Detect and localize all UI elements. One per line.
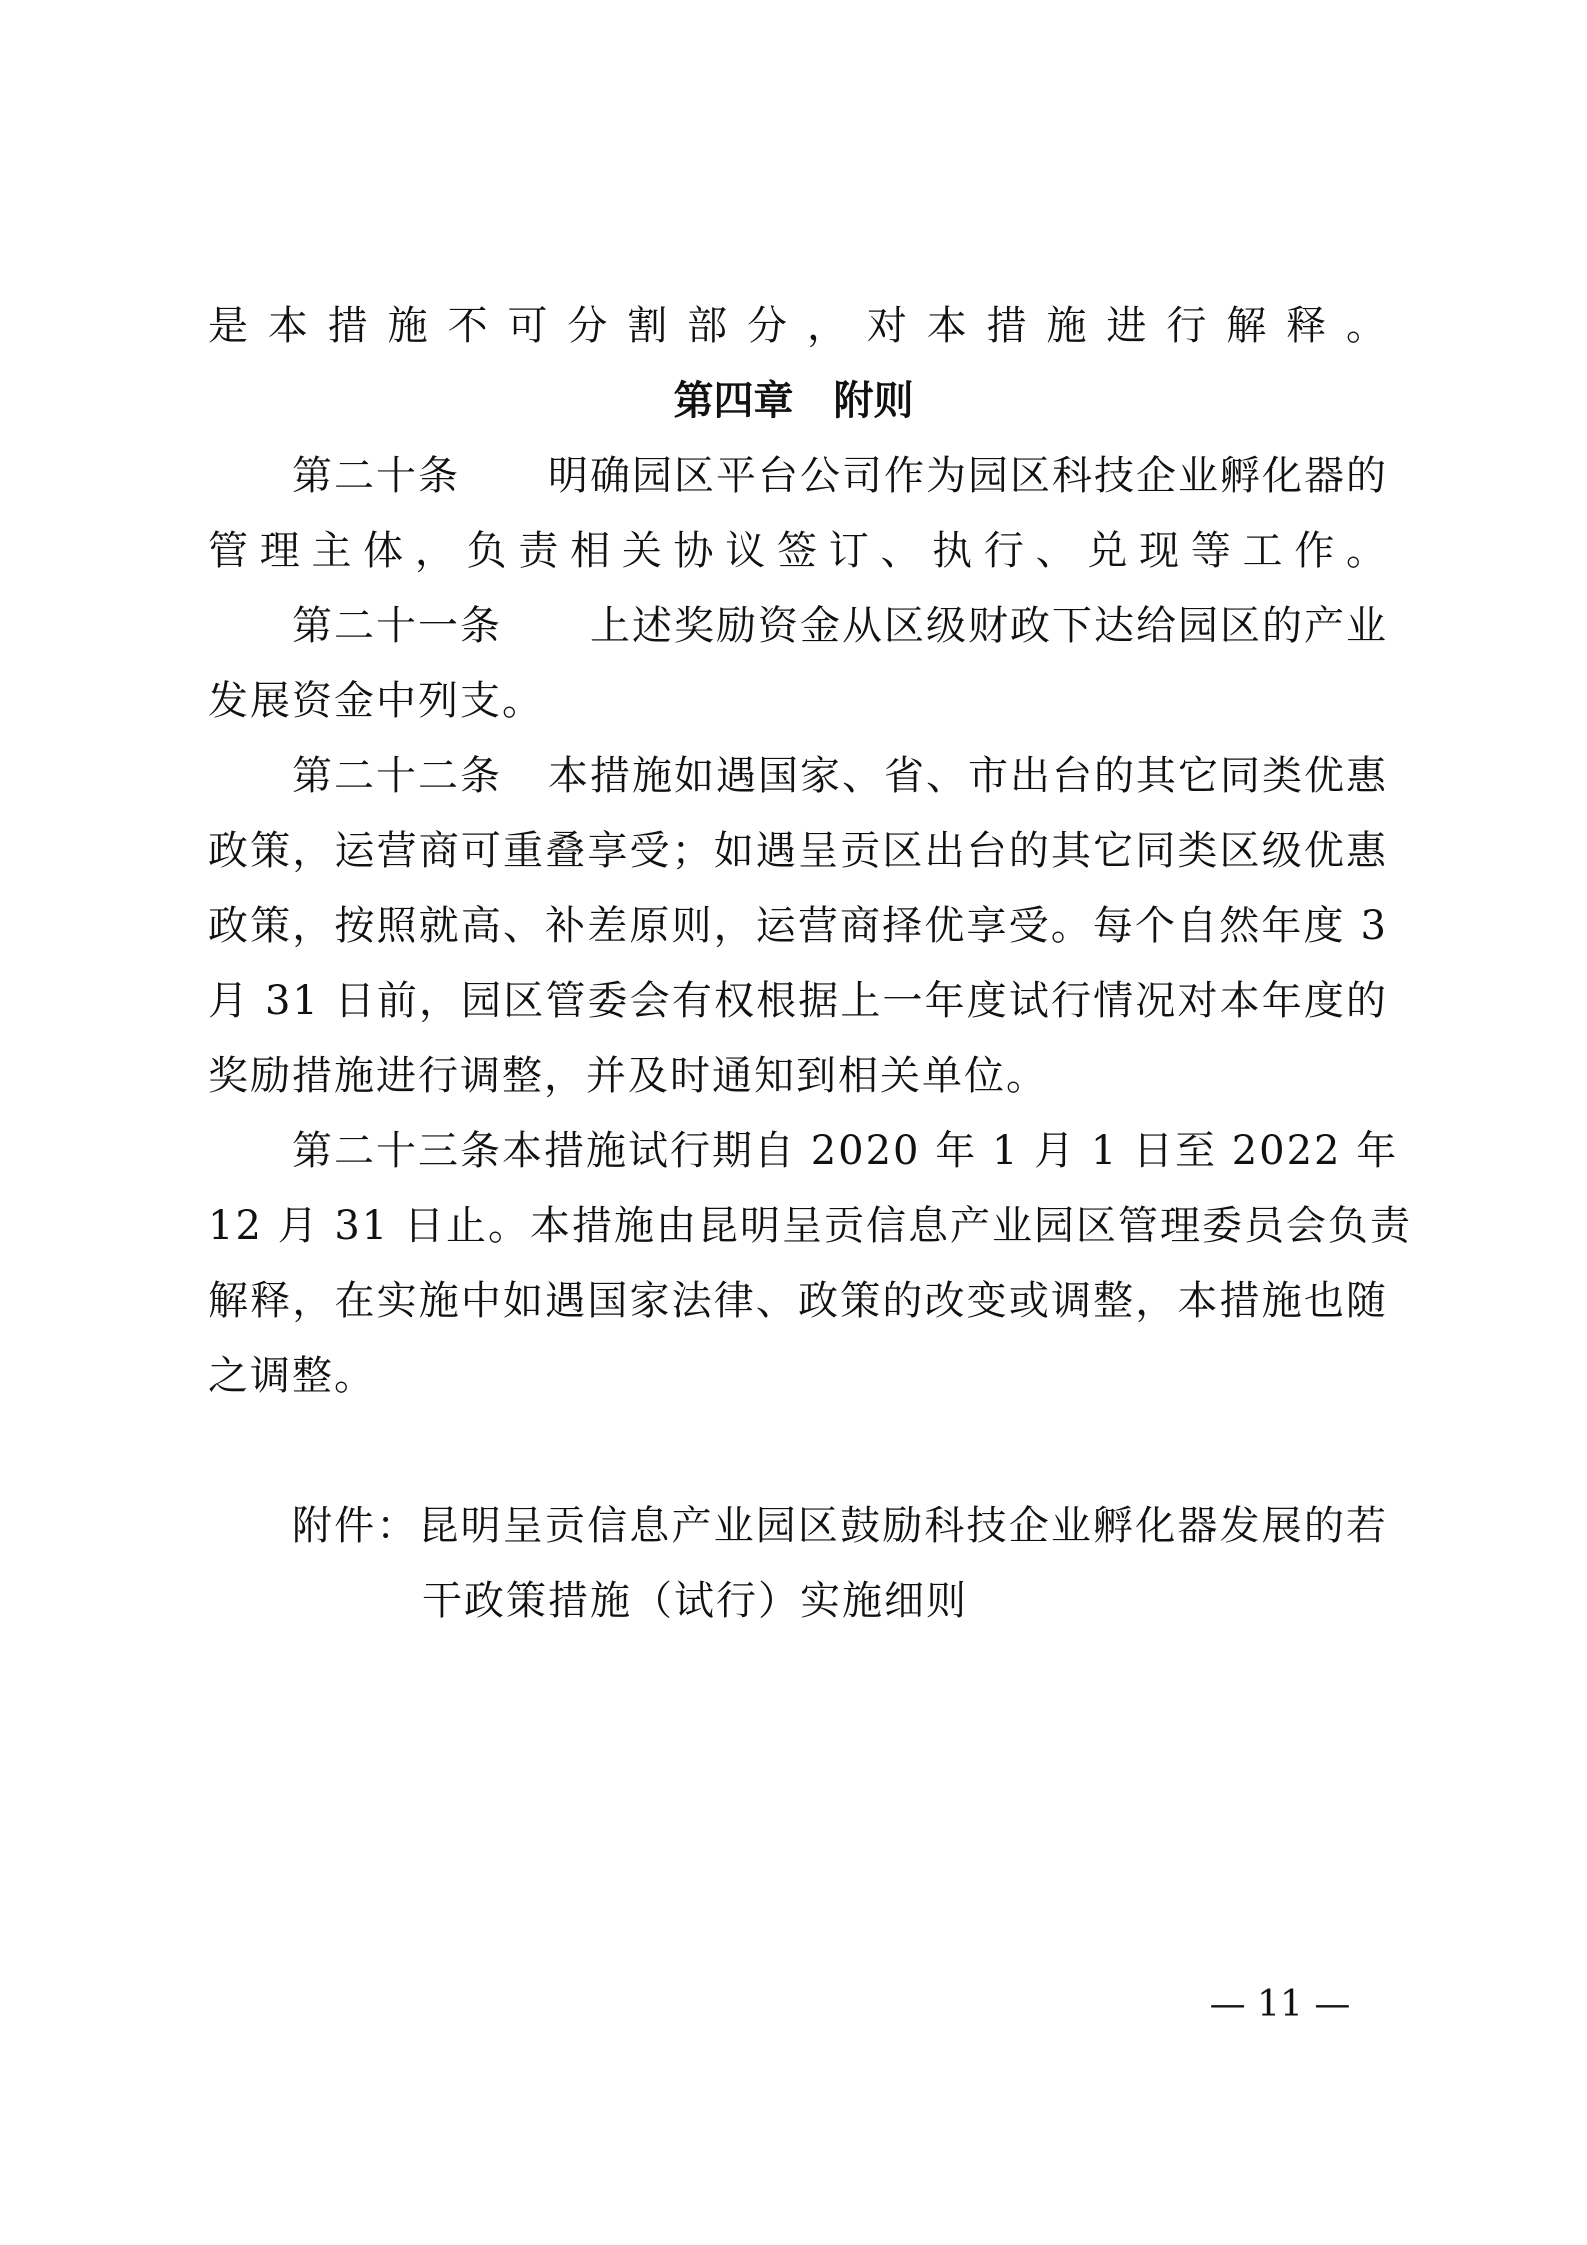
- article-23: [292, 1125, 1399, 1177]
- paragraph-line: 是本措施不可分割部分，对本措施进行解释。: [208, 303, 1388, 349]
- paragraph-line: 政策，按照就高、补差原则，运营商择优享受。每个自然年度 3: [208, 903, 1388, 949]
- page-number: — 11 —: [1209, 1984, 1351, 2025]
- article-number: 第二十二条: [292, 753, 502, 799]
- paragraph-line: 解释，在实施中如遇国家法律、政策的改变或调整，本措施也随: [208, 1278, 1388, 1324]
- article-number: 第二十条: [292, 453, 460, 499]
- chapter-title: 第四章 附则: [673, 378, 914, 424]
- paragraph-line: 发展资金中列支。: [208, 678, 544, 724]
- article-20: [292, 450, 1388, 502]
- paragraph-line: 奖励措施进行调整，并及时通知到相关单位。: [208, 1053, 1048, 1099]
- attachment-line-1: 附件：昆明呈贡信息产业园区鼓励科技企业孵化器发展的若: [292, 1503, 1388, 1549]
- attachment-line-2: 干政策措施（试行）实施细则: [422, 1578, 968, 1624]
- paragraph-line: 之调整。: [208, 1353, 376, 1399]
- article-number: 第二十三条: [292, 1128, 502, 1174]
- article-22: [292, 750, 1388, 802]
- article-text: 本措施试行期自 2020 年 1 月 1 日至 2022 年: [502, 1128, 1399, 1174]
- article-text: 上述奖励资金从区级财政下达给园区的产业: [590, 603, 1388, 649]
- paragraph-line: 政策，运营商可重叠享受；如遇呈贡区出台的其它同类区级优惠: [208, 828, 1388, 874]
- paragraph-line: 管理主体，负责相关协议签订、执行、兑现等工作。: [208, 528, 1388, 574]
- paragraph-line: 月 31 日前，园区管委会有权根据上一年度试行情况对本年度的: [208, 978, 1388, 1024]
- article-number: 第二十一条: [292, 603, 502, 649]
- paragraph-line: 12 月 31 日止。本措施由昆明呈贡信息产业园区管理委员会负责: [208, 1203, 1412, 1249]
- article-text: 本措施如遇国家、省、市出台的其它同类优惠: [548, 753, 1388, 799]
- article-21: [292, 600, 1388, 652]
- article-text: 明确园区平台公司作为园区科技企业孵化器的: [548, 453, 1388, 499]
